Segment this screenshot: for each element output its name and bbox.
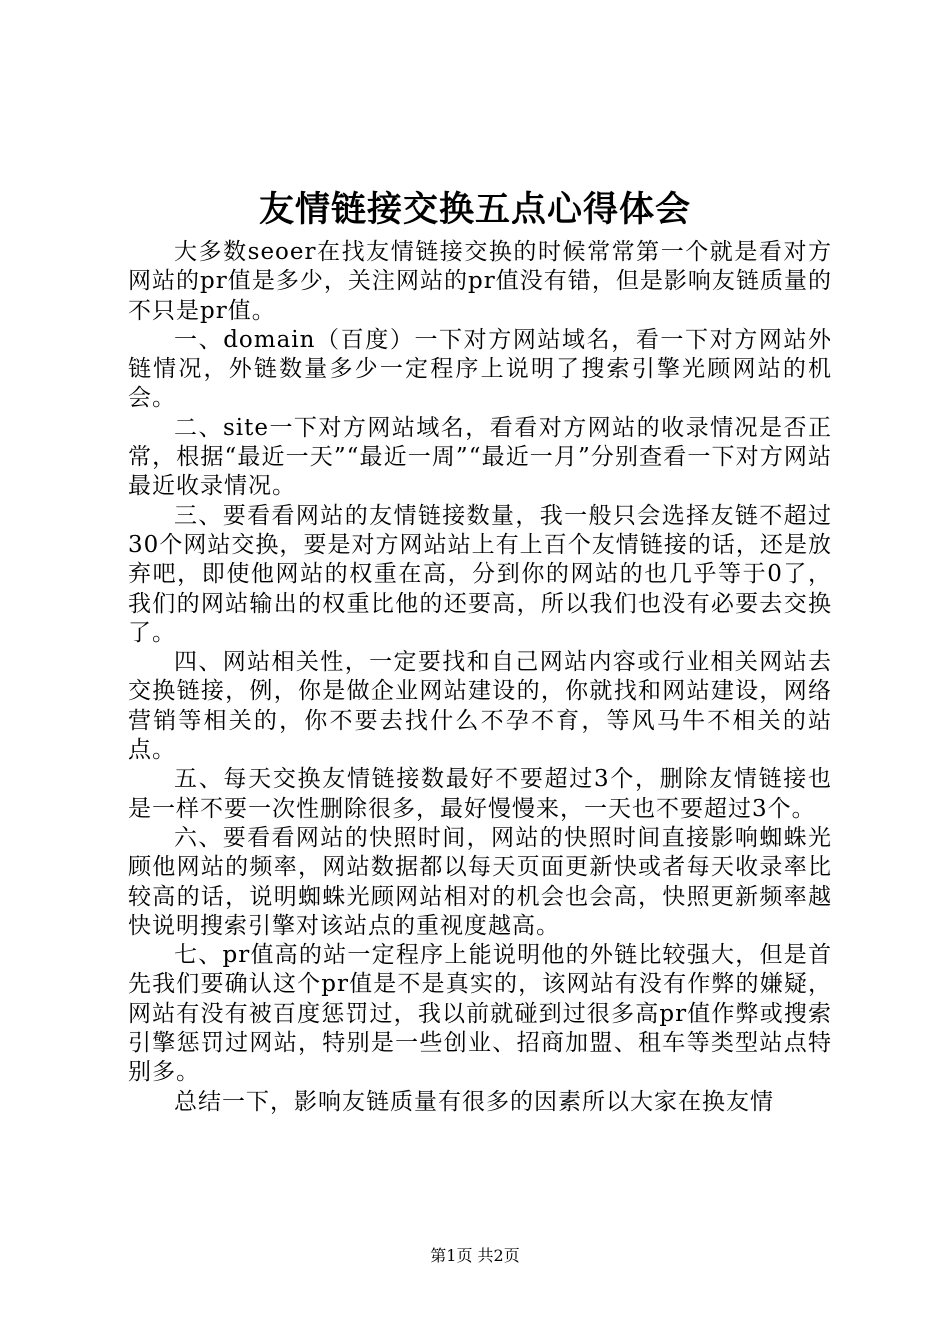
page-number-footer: 第1页 共2页 (430, 1246, 520, 1265)
paragraph-intro: 大多数seoer在找友情链接交换的时候常常第一个就是看对方网站的pr值是多少，关注网站的pr值没有错，但是影响友链质量的不只是pr值。 (128, 239, 832, 324)
paragraph-point-7: 七、pr值高的站一定程序上能说明他的外链比较强大，但是首先我们要确认这个pr值是不是真实的，该网站有没有作弊的嫌疑，网站有没有被百度惩罚过，我以前就碰到过很多高pr值作弊或搜索引擎惩罚过网站，特别是一些创业、招商加盟、租车等类型站点特别多。 (128, 942, 832, 1086)
paragraph-point-2: 二、site一下对方网站域名，看看对方网站的收录情况是否正常，根据“最近一天”“最近一周”“最近一月”分别查看一下对方网站最近收录情况。 (128, 414, 832, 500)
paragraph-point-5: 五、每天交换友情链接数最好不要超过3个，删除友情链接也是一样不要一次性删除很多，最好慢慢来，一天也不要超过3个。 (128, 766, 832, 822)
paragraph-point-6: 六、要看看网站的快照时间，网站的快照时间直接影响蜘蛛光顾他网站的频率，网站数据都以每天页面更新快或者每天收录率比较高的话，说明蜘蛛光顾网站相对的机会也会高，快照更新频率越快说明搜索引擎对该站点的重视度越高。 (128, 824, 832, 939)
paragraph-point-4: 四、网站相关性，一定要找和自己网站内容或行业相关网站去交换链接，例，你是做企业网站建设的，你就找和网站建设，网络营销等相关的，你不要去找什么不孕不育，等风马牛不相关的站点。 (128, 649, 832, 764)
paragraph-point-1: 一、domain（百度）一下对方网站域名，看一下对方网站外链情况，外链数量多少一定程序上说明了搜索引擎光顾网站的机会。 (128, 326, 832, 412)
paragraph-summary: 总结一下，影响友链质量有很多的因素所以大家在换友情 (174, 1088, 774, 1115)
paragraph-point-3: 三、要看看网站的友情链接数量，我一般只会选择友链不超过30个网站交换，要是对方网站站上有上百个友情链接的话，还是放弃吧，即使他网站的权重在高，分到你的网站的也几乎等于0了，我们的网站输出的权重比他的还要高，所以我们也没有必要去交换了。 (128, 502, 832, 646)
document-body (128, 238, 832, 1117)
document-title: 友情链接交换五点心得体会 (258, 189, 691, 230)
